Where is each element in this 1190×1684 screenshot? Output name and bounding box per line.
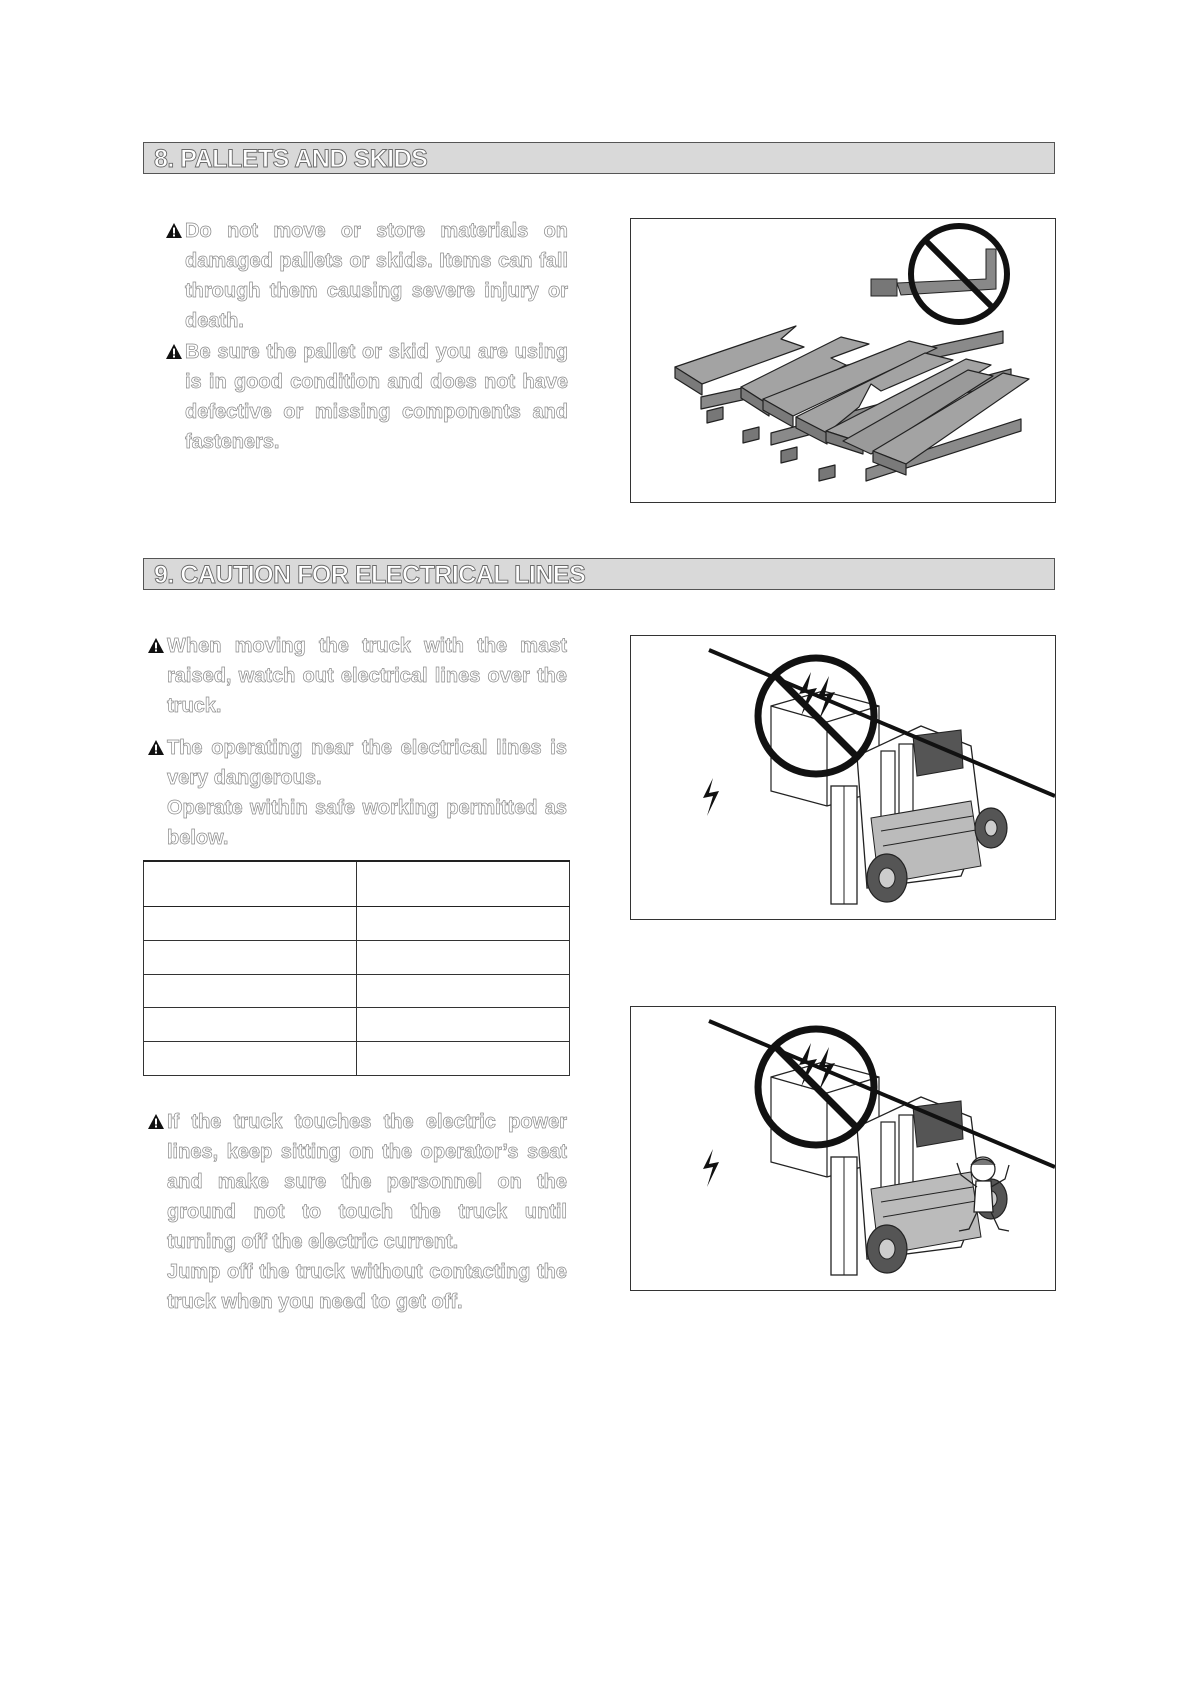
- section-8-title: 8. PALLETS AND SKIDS: [154, 145, 428, 173]
- table-cell: [144, 907, 357, 941]
- table-cell: [144, 974, 357, 1008]
- damaged-pallet-figure: [630, 218, 1056, 503]
- table-row: [144, 974, 570, 1008]
- power-line-forklift-figure: [630, 635, 1056, 920]
- electric-warning-3: If the truck touches the electric power lines, keep sitting on the operator’s seat and make sure the personnel on the ground not to touch the truck until turning off the electric current. Jump off the truck without contacting the truck when you need to get off.: [167, 1107, 567, 1317]
- safe-distance-table: [143, 860, 570, 1076]
- power-line-contact-figure: [630, 1006, 1056, 1291]
- warning-triangle-icon: [147, 739, 165, 756]
- pallet-warning-2: Be sure the pallet or skid you are using is in good condition and does not have defective or missing components and fasteners.: [185, 337, 568, 457]
- forklift-contact-illustration: [631, 1007, 1055, 1290]
- table-header-row: [144, 861, 570, 907]
- table-row: [144, 907, 570, 941]
- table-row: [144, 940, 570, 974]
- pallet-warning-1: Do not move or store materials on damaged pallets or skids. Items can fall through them causing severe injury or death.: [185, 216, 568, 336]
- section-9-header: [143, 558, 1055, 590]
- electric-warning-2: The operating near the electrical lines is very dangerous. Operate within safe working permitted as below.: [167, 733, 567, 853]
- table-cell: [357, 974, 570, 1008]
- table-cell: [357, 940, 570, 974]
- lightning-bolt-icon: [703, 1149, 719, 1187]
- section-8-header: [143, 142, 1055, 174]
- lightning-bolt-icon: [703, 778, 719, 816]
- warning-triangle-icon: [165, 222, 183, 239]
- warning-triangle-icon: [165, 343, 183, 360]
- section-9-title: 9. CAUTION FOR ELECTRICAL LINES: [154, 561, 586, 589]
- table-cell: [144, 861, 357, 907]
- table-row: [144, 1042, 570, 1076]
- table-cell: [144, 940, 357, 974]
- table-cell: [357, 1042, 570, 1076]
- table-cell: [144, 1042, 357, 1076]
- warning-triangle-icon: [147, 637, 165, 654]
- table-cell: [357, 907, 570, 941]
- electric-warning-1: When moving the truck with the mast raised, watch out electrical lines over the truck.: [167, 631, 567, 721]
- damaged-pallet-illustration: [631, 219, 1055, 502]
- table-cell: [357, 1008, 570, 1042]
- warning-triangle-icon: [147, 1113, 165, 1130]
- forklift-power-line-illustration: [631, 636, 1055, 919]
- table-cell: [144, 1008, 357, 1042]
- table-cell: [357, 861, 570, 907]
- table-row: [144, 1008, 570, 1042]
